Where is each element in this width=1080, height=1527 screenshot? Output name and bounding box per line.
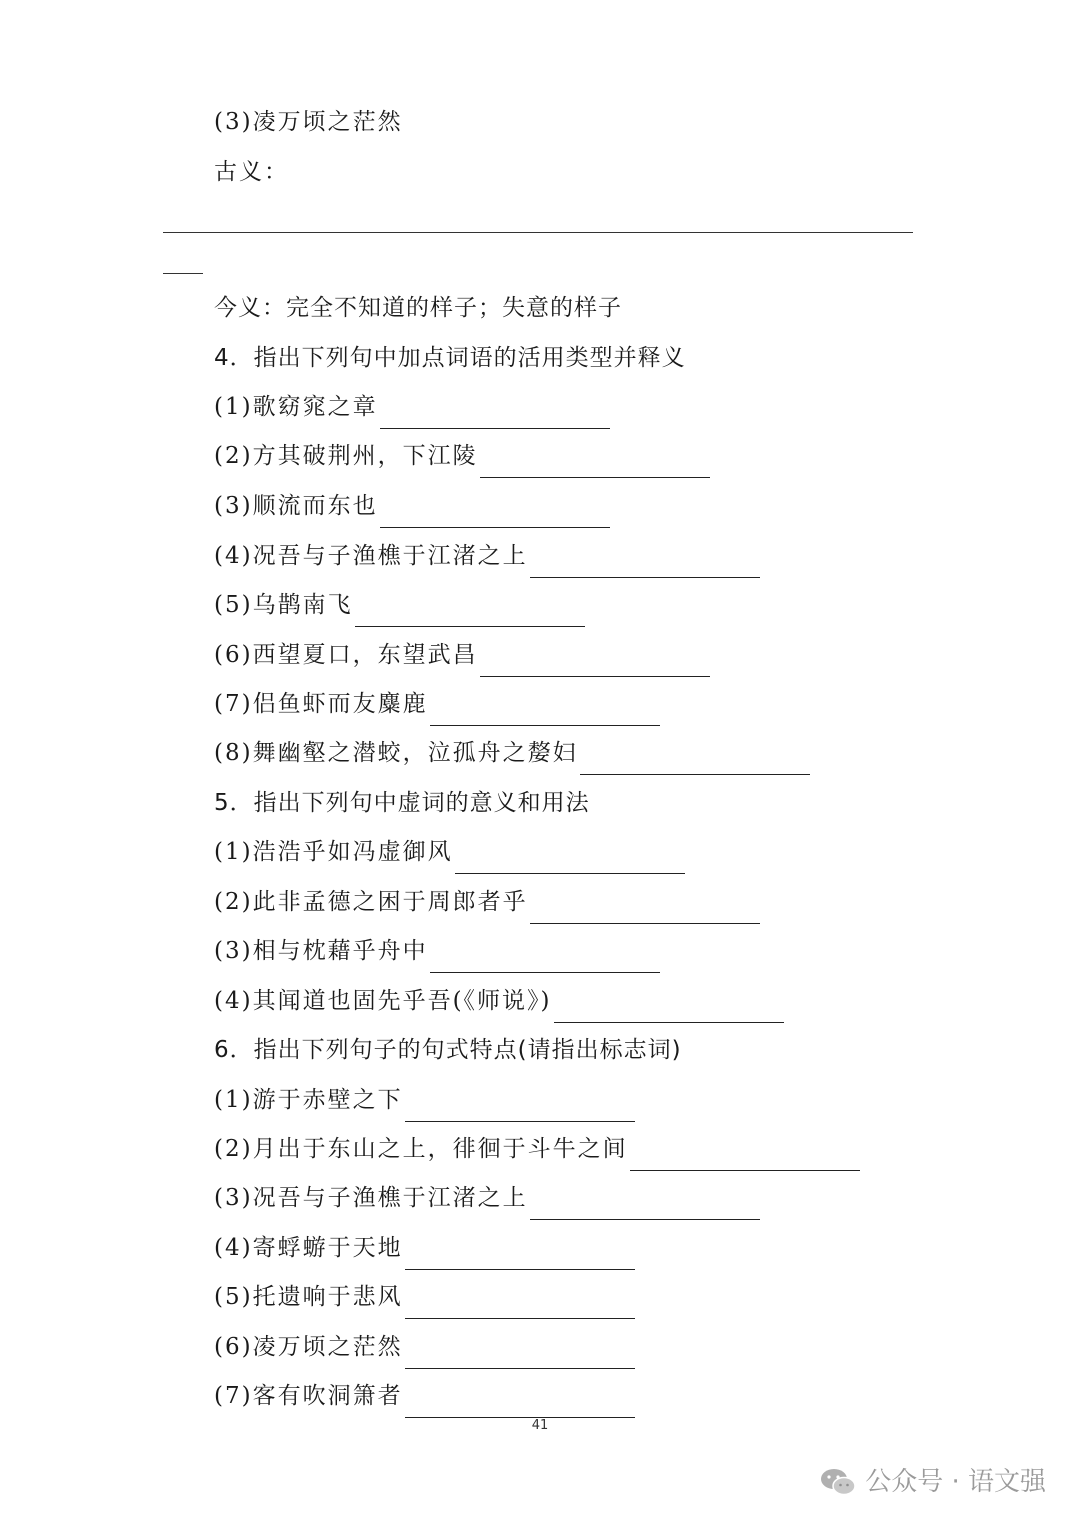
question-line bbox=[214, 1226, 635, 1270]
line-text: (7)客有吹洞箫者 bbox=[214, 1383, 403, 1409]
watermark bbox=[819, 1462, 1046, 1502]
answer-blank[interactable] bbox=[405, 1387, 635, 1418]
question-line bbox=[214, 979, 784, 1023]
answer-blank[interactable] bbox=[380, 497, 610, 528]
line-text: 古义： bbox=[214, 159, 289, 185]
line-text: (4)况吾与子渔樵于江渚之上 bbox=[214, 543, 528, 569]
answer-blank[interactable] bbox=[480, 646, 710, 677]
line-text: 4．指出下列句中加点词语的活用类型并释义 bbox=[214, 345, 686, 371]
answer-blank[interactable] bbox=[630, 1140, 860, 1171]
answer-rule-short bbox=[163, 273, 203, 274]
question-line bbox=[214, 682, 660, 726]
line-text: (3)况吾与子渔樵于江渚之上 bbox=[214, 1185, 528, 1211]
section-heading bbox=[214, 336, 686, 380]
answer-blank[interactable] bbox=[580, 744, 810, 775]
line-text: 5．指出下列句中虚词的意义和用法 bbox=[214, 790, 590, 816]
line-text: (5)乌鹊南飞 bbox=[214, 592, 353, 618]
answer-blank[interactable] bbox=[554, 992, 784, 1023]
answer-blank[interactable] bbox=[380, 398, 610, 429]
question-line bbox=[214, 731, 810, 775]
question-line bbox=[214, 150, 289, 194]
answer-blank[interactable] bbox=[480, 447, 710, 478]
line-text: (5)托遗响于悲风 bbox=[214, 1284, 403, 1310]
question-line bbox=[214, 1325, 635, 1369]
line-text: (1)歌窈窕之章 bbox=[214, 394, 378, 420]
answer-blank[interactable] bbox=[530, 1189, 760, 1220]
question-line bbox=[214, 830, 685, 874]
question-line bbox=[214, 633, 710, 677]
answer-blank[interactable] bbox=[355, 596, 585, 627]
answer-rule-long bbox=[163, 232, 913, 233]
answer-blank[interactable] bbox=[405, 1338, 635, 1369]
section-heading bbox=[214, 1028, 682, 1072]
question-line bbox=[214, 385, 610, 429]
question-line bbox=[214, 1078, 635, 1122]
question-line bbox=[214, 434, 710, 478]
question-line bbox=[214, 484, 610, 528]
wechat-icon bbox=[819, 1467, 857, 1497]
answer-blank[interactable] bbox=[455, 843, 685, 874]
answer-blank[interactable] bbox=[405, 1288, 635, 1319]
line-text: (6)凌万顷之茫然 bbox=[214, 1334, 403, 1360]
answer-blank[interactable] bbox=[405, 1239, 635, 1270]
question-line bbox=[214, 1176, 760, 1220]
line-text: (3)相与枕藉乎舟中 bbox=[214, 938, 428, 964]
line-text: (4)寄蜉蝣于天地 bbox=[214, 1235, 403, 1261]
line-text: (7)侣鱼虾而友麋鹿 bbox=[214, 691, 428, 717]
question-line bbox=[214, 880, 760, 924]
line-text: 6．指出下列句子的句式特点(请指出标志词) bbox=[214, 1037, 682, 1063]
answer-blank[interactable] bbox=[430, 942, 660, 973]
line-text: (1)游于赤壁之下 bbox=[214, 1087, 403, 1113]
line-text: (1)浩浩乎如冯虚御风 bbox=[214, 839, 453, 865]
line-text: 今义：完全不知道的样子；失意的样子 bbox=[214, 295, 622, 321]
line-text: (8)舞幽壑之潜蛟，泣孤舟之嫠妇 bbox=[214, 740, 578, 766]
watermark-text: 公众号 · 语文强 bbox=[865, 1467, 1046, 1497]
line-text: (3)凌万顷之茫然 bbox=[214, 109, 403, 135]
answer-blank[interactable] bbox=[530, 893, 760, 924]
line-text: (3)顺流而东也 bbox=[214, 493, 378, 519]
section-heading bbox=[214, 781, 590, 825]
question-line bbox=[214, 1275, 635, 1319]
question-line bbox=[214, 929, 660, 973]
line-text: (2)月出于东山之上，徘徊于斗牛之间 bbox=[214, 1136, 628, 1162]
line-text: (2)方其破荆州，下江陵 bbox=[214, 443, 478, 469]
question-line bbox=[214, 1374, 635, 1418]
page-number: 41 bbox=[531, 1418, 549, 1433]
line-text: (2)此非孟德之困于周郎者乎 bbox=[214, 889, 528, 915]
question-line bbox=[214, 100, 403, 144]
question-line bbox=[214, 286, 622, 330]
answer-blank[interactable] bbox=[405, 1091, 635, 1122]
line-text: (6)西望夏口，东望武昌 bbox=[214, 642, 478, 668]
answer-blank[interactable] bbox=[530, 547, 760, 578]
answer-blank[interactable] bbox=[430, 695, 660, 726]
line-text: (4)其闻道也固先乎吾(《师说》) bbox=[214, 988, 552, 1014]
question-line bbox=[214, 1127, 860, 1171]
question-line bbox=[214, 583, 585, 627]
question-line bbox=[214, 534, 760, 578]
